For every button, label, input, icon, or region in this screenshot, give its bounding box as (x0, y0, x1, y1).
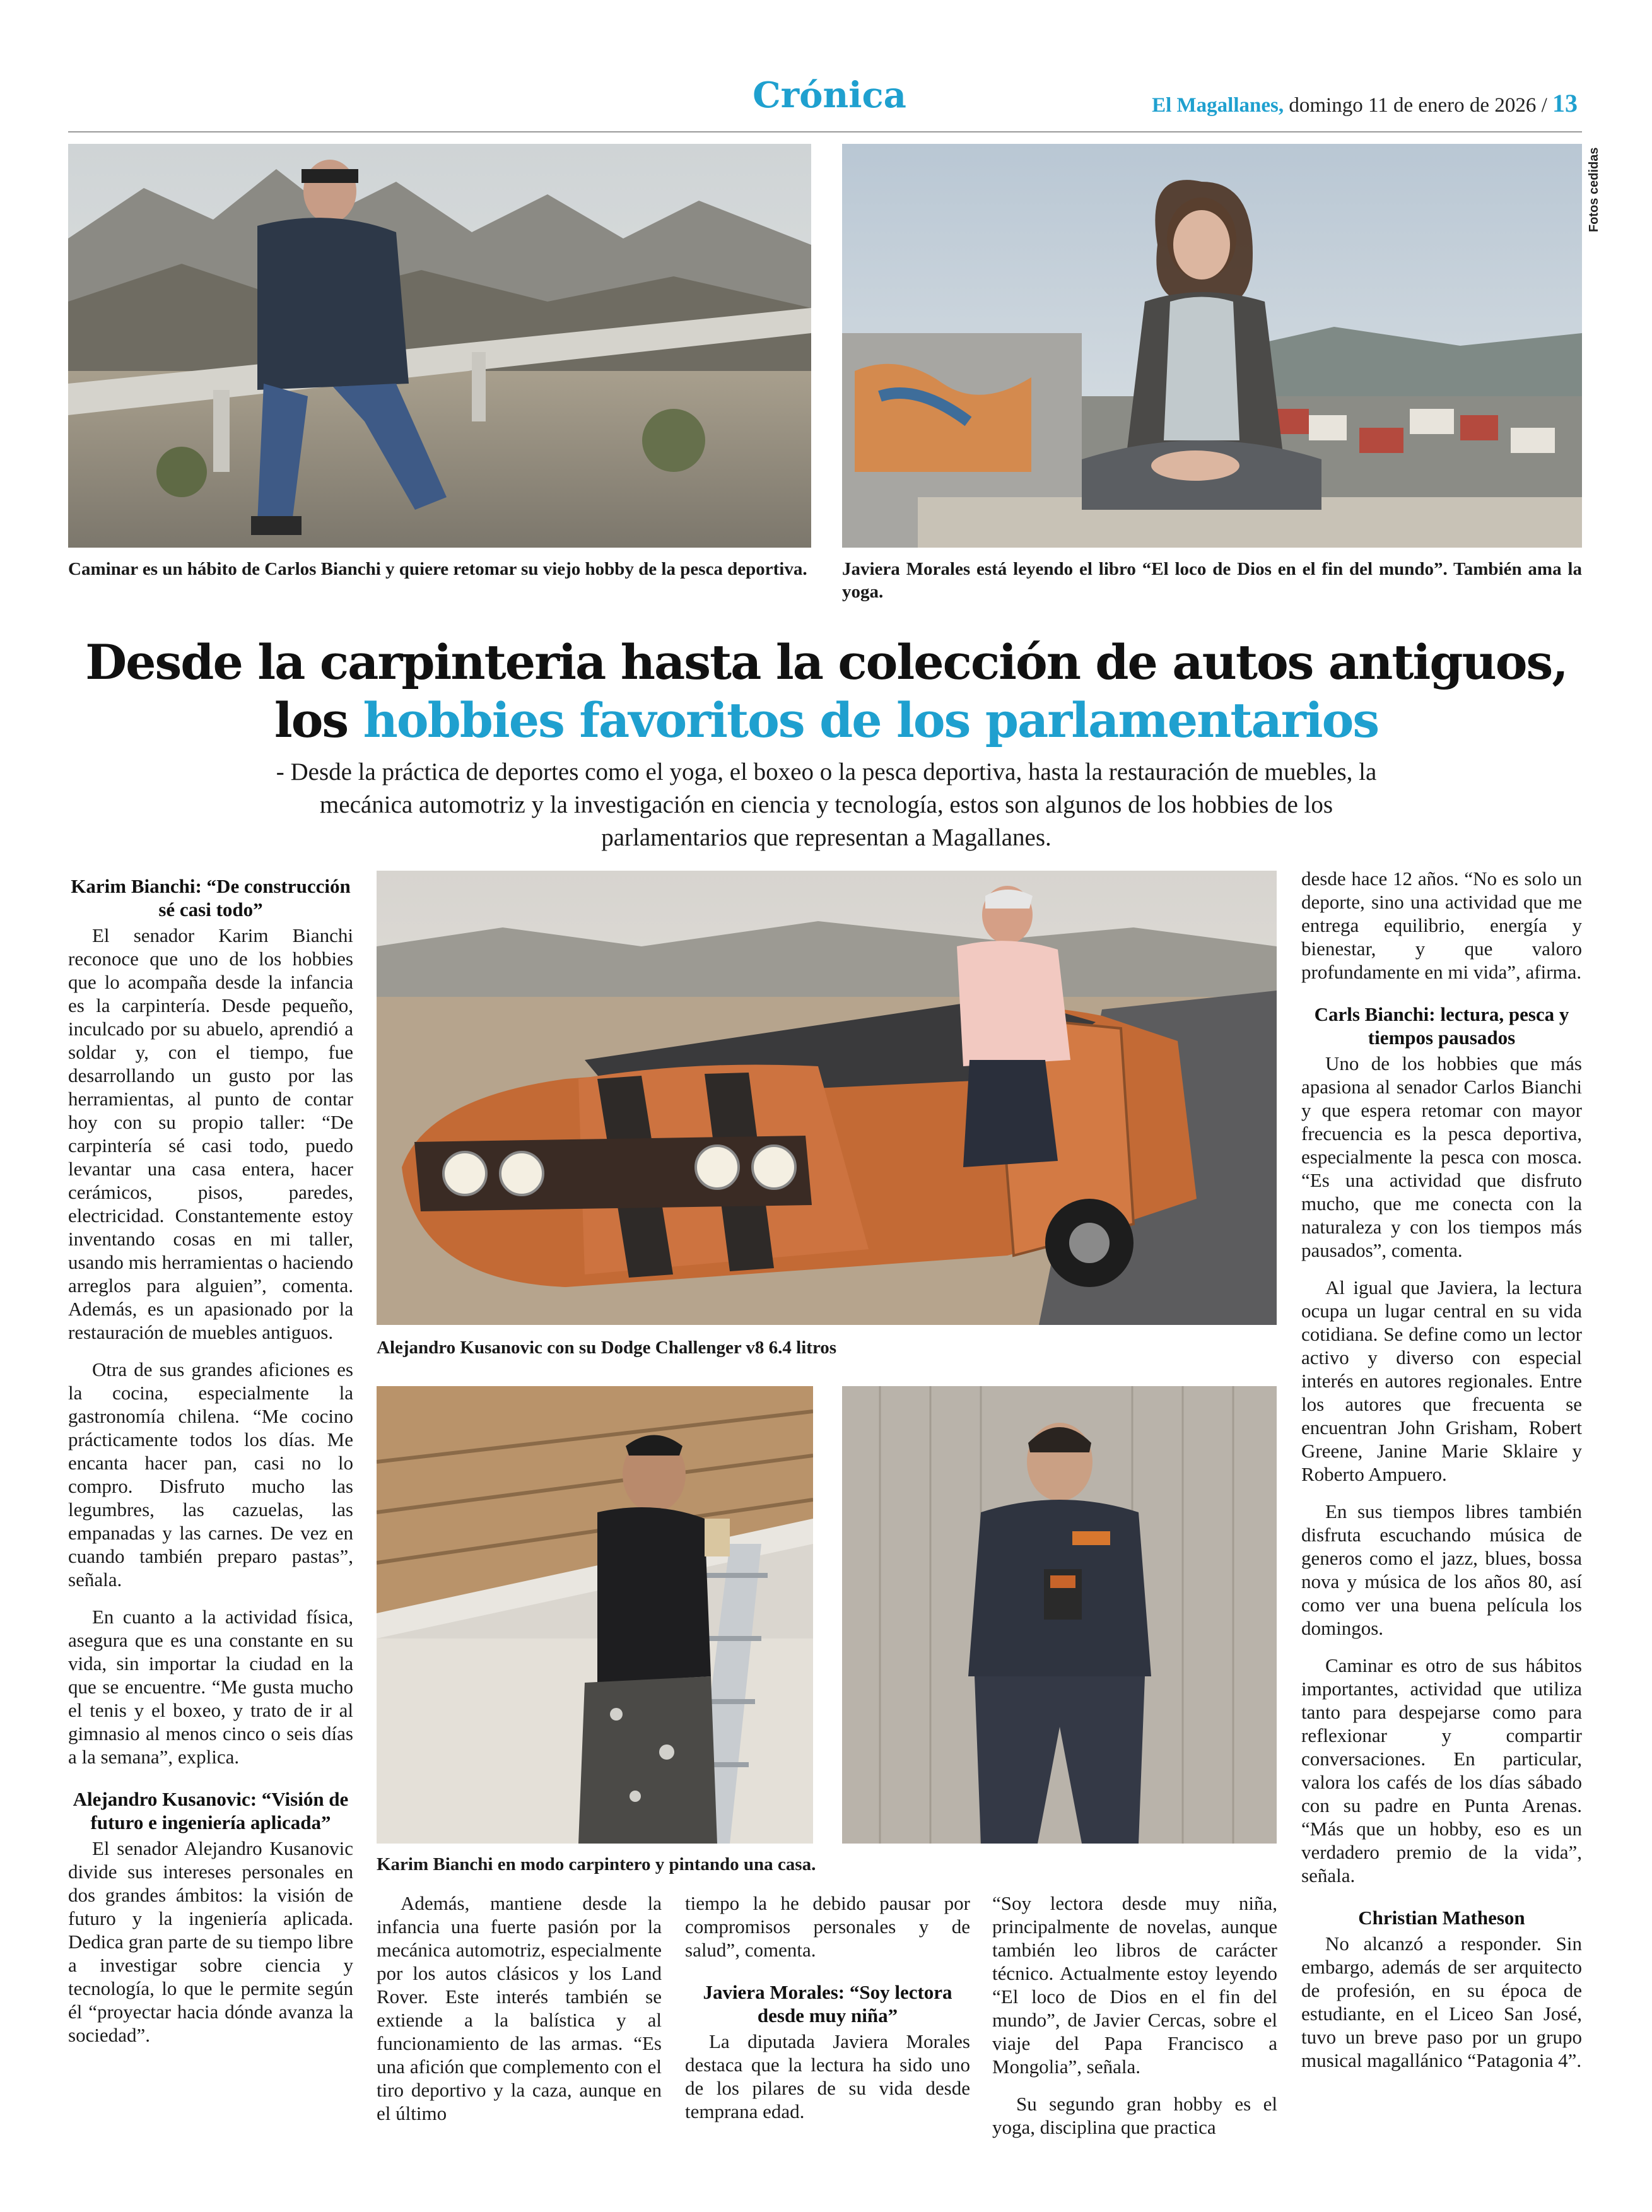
subhead-alejandro-kusanovic: Alejandro Kusanovic: “Visión de futuro e ingeniería aplicada” (73, 1788, 349, 1833)
section-title: Crónica (753, 74, 906, 116)
headline-highlight: hobbies favoritos de los parlamentarios (363, 692, 1379, 748)
paragraph: Su segundo gran hobby es el yoga, disciplina que practica (992, 2093, 1277, 2138)
article-column-4 (992, 1891, 1277, 2139)
dateline-separator: / (1541, 94, 1547, 117)
article-column-1 (68, 869, 353, 2047)
subhead-javiera-morales: Javiera Morales: “Soy lectora desde muy niña” (703, 1981, 952, 2027)
paragraph: No alcanzó a responder. Sin embargo, además de ser arquitecto de profesión, en su época de estudiante, en el Liceo San José, tuvo un breve paso por un grupo musical magallánico “Patagonia 4”. (1301, 1933, 1582, 2071)
photo-karim-bianchi-painting (377, 1386, 813, 1844)
paragraph: Además, mantiene desde la infancia una fuerte pasión por la mecánica automotriz, especialmente por los autos clásicos y los Land Rover. Este interés también se extiende a la balística y al funcionamiento de las armas. “Es una afición que complemento con el tiro deportivo y la caza, aunque en el último (377, 1892, 662, 2124)
subhead-carlos-bianchi: Carls Bianchi: lectura, pesca y tiempos pausados (1314, 1003, 1569, 1049)
photo-credit: Fotos cedidas (1587, 147, 1601, 232)
photo-carlos-bianchi-walking (68, 144, 811, 548)
paragraph: En sus tiempos libres también disfruta escuchando música de generos como el jazz, blues, bossa nova y música de los años 80, así como ver una buena película los domingos. (1301, 1500, 1582, 1639)
subhead-karim-bianchi: Karim Bianchi: “De construcción sé casi todo” (71, 875, 351, 921)
caption-car: Alejandro Kusanovic con su Dodge Challenger v8 6.4 litros (377, 1338, 837, 1358)
photo-javiera-morales (842, 144, 1582, 548)
article-column-3 (685, 1891, 970, 2123)
issue-date: domingo 11 de enero de 2026 (1289, 94, 1537, 117)
article-column-5 (1301, 867, 1582, 2072)
paragraph: “Soy lectora desde muy niña, principalmente de novelas, aunque también leo libros de carácter técnico. Actualmente estoy leyendo “El loco de Dios en el fin del mundo”, de Javier Cercas, sobre el viaje del Papa Francisco a Mongolia”, señala. (992, 1892, 1277, 2078)
headline-line-1: Desde la carpinteria hasta la colección de autos antiguos, (85, 634, 1567, 690)
paragraph: Al igual que Javiera, la lectura ocupa un lugar central en su vida cotidiana. Se define como un lector activo y diverso con especial interés en autores regionales. Entre los autores que frecuenta se encuentran John Grisham, Robert Greene, Janine Marie Sklaire y Roberto Ampuero. (1301, 1276, 1582, 1485)
article-column-2 (377, 1891, 662, 2125)
paragraph: La diputada Javiera Morales destaca que la lectura ha sido uno de los pilares de su vida desde temprana edad. (685, 2030, 970, 2122)
caption-bottom: Karim Bianchi en modo carpintero y pintando una casa. (377, 1854, 816, 1874)
paragraph: El senador Karim Bianchi reconoce que uno de los hobbies que lo acompaña desde la infancia es la carpintería. Desde pequeño, inculcado por su abuelo, aprendió a soldar y, con el tiempo, fue desarrollando un gusto por las herramientas, al punto de contar hoy con su propio taller: “De carpintería sé casi todo, puedo levantar una casa entera, hacer cerámicos, pisos, paredes, electricidad. Constantemente estoy inventando cosas en mi taller, usando mis herramientas o haciendo arreglos para alguien”, comenta. Además, es un apasionado por la restauración de muebles antiguos. (68, 924, 353, 1343)
header-rule (68, 131, 1582, 132)
photo-man-overalls-drill (842, 1386, 1277, 1844)
paragraph: desde hace 12 años. “No es solo un deporte, sino una actividad que me entrega equilibrio, energía y bienestar, y que valoro profundamente en mi vida”, afirma. (1301, 868, 1582, 983)
photo-alejandro-kusanovic-car (377, 871, 1277, 1325)
newspaper-name: El Magallanes, (1152, 94, 1284, 117)
page-number: 13 (1552, 89, 1578, 117)
caption-top-right: Javiera Morales está leyendo el libro “El loco de Dios en el fin del mundo”. También ama la yoga. (842, 559, 1582, 602)
deck-summary: - Desde la práctica de deportes como el yoga, el boxeo o la pesca deportiva, hasta la restauración de muebles, la mecánica automotriz y la investigación en ciencia y tecnología, estos son algunos de los hobbies de los parlamentarios que representan a Magallanes. (276, 758, 1377, 851)
caption-top-left: Caminar es un hábito de Carlos Bianchi y quiere retomar su viejo hobby de la pesca deportiva. (68, 559, 807, 579)
subhead-christian-matheson: Christian Matheson (1358, 1907, 1525, 1929)
paragraph: El senador Alejandro Kusanovic divide sus intereses personales en dos grandes ámbitos: la visión de futuro y la ingeniería aplicada. Dedica gran parte de su tiempo libre a investigar sobre ciencia y tecnología, lo que le permite según él “proyectar hacia dónde avanza la sociedad”. (68, 1837, 353, 2046)
paragraph: Uno de los hobbies que más apasiona al senador Carlos Bianchi y que espera retomar con mayor frecuencia es la pesca deportiva, especialmente la pesca con mosca. “Es una actividad que disfruto mucho, que me conecta con la naturaleza y con los tiempos más pausados”, comenta. (1301, 1052, 1582, 1261)
paragraph: Otra de sus grandes aficiones es la cocina, especialmente la gastronomía chilena. “Me cocino prácticamente todos los días. Me encanta hacer pan, casi no lo compro. Disfruto mucho las legumbres, las cazuelas, las empanadas y las carnes. De vez en cuando también preparo pastas”, señala. (68, 1358, 353, 1591)
paragraph: Caminar es otro de sus hábitos importantes, actividad que utiliza tanto para despejarse como para reflexionar y compartir conversaciones. En particular, valora los cafés de los días sábado con su padre en Punta Arenas. “Más que un hobby, eso es un verdadero premio de la vida”, señala. (1301, 1654, 1582, 1886)
headline-line-2: los hobbies favoritos de los parlamentarios (274, 692, 1379, 748)
paragraph: tiempo la he debido pausar por compromisos personales y de salud”, comenta. (685, 1892, 970, 1961)
paragraph: En cuanto a la actividad física, asegura que es una constante en su vida, sin importar la ciudad en la que se encuentre. “Me gusta mucho el tenis y el boxeo, y trato de ir al gimnasio al menos cinco o seis días a la semana”, explica. (68, 1606, 353, 1768)
masthead-dateline (1152, 88, 1578, 118)
